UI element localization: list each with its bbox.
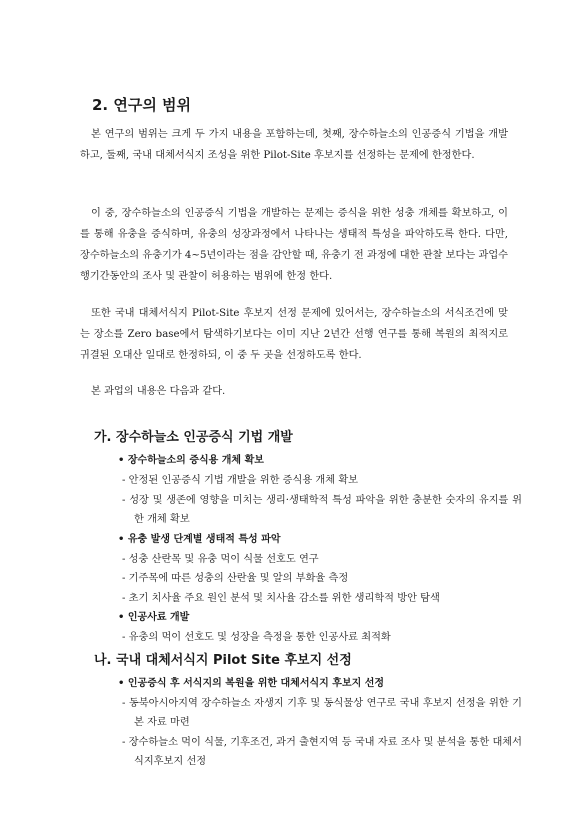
- list-item: - 동북아시아지역 장수하늘소 자생지 기후 및 동식물상 연구로 국내 후보지 선정을 위한 기본 자료 마련: [122, 697, 522, 728]
- paragraph-scope: 본 연구의 범위는 크게 두 가지 내용을 포함하는데, 첫째, 장수하늘소의 인공증식 기법을 개발하고, 둘째, 국내 대체서식지 조성을 위한 Pilot-Site 후보지를 선정하는 문제에 한정한다.: [80, 129, 508, 161]
- subsection-title: 가. 장수하늘소 인공증식 기법 개발: [94, 430, 293, 445]
- list-item: - 기주목에 따른 성충의 산란율 및 알의 부화율 측정: [122, 573, 349, 584]
- paragraph-site-scope: 또한 국내 대체서식지 Pilot-Site 후보지 선정 문제에 있어서는, 장수하늘소의 서식조건에 맞는 장소를 Zero base에서 탐색하기보다는 이미 지난 2년간 선행 연구를 통해 복원의 최적지로 귀결된 오대산 일대로 한정하되, 이 중 두 곳을 선정하도록 한다.: [80, 308, 508, 361]
- section-title: 2. 연구의 범위: [92, 96, 192, 114]
- list-item: - 안정된 인공증식 기법 개발을 위한 증식용 개체 확보: [122, 475, 359, 486]
- outline-group: [94, 674, 522, 772]
- bullet-heading: • 인공증식 후 서식지의 복원을 위한 대체서식지 후보지 선정: [118, 677, 385, 689]
- list-item: - 유충의 먹이 선호도 및 성장을 측정을 통한 인공사료 최적화: [122, 632, 391, 643]
- bullet-heading: • 인공사료 개발: [118, 612, 190, 623]
- paragraph-intro-contents: 본 과업의 내용은 다음과 같다.: [91, 386, 226, 397]
- task-outline: [94, 425, 522, 772]
- outline-group: [94, 451, 522, 530]
- list-item: - 초기 치사율 주요 원인 분석 및 치사율 감소를 위한 생리학적 방안 탐색: [122, 592, 440, 604]
- bullet-heading: • 유충 발생 단계별 생태적 특성 파악: [118, 533, 281, 545]
- outline-group: [94, 530, 514, 609]
- bullet-heading: • 장수하늘소의 증식용 개체 확보: [118, 455, 264, 466]
- subsection-title: 나. 국내 대체서식지 Pilot Site 후보지 선정: [94, 652, 352, 668]
- list-item: - 성장 및 생존에 영향을 미치는 생리·생태학적 특성 파악을 위한 충분한 숫자의 유지를 위한 개체 확보: [122, 494, 522, 525]
- list-item: - 성충 산란목 및 유충 먹이 식물 선호도 연구: [122, 553, 319, 565]
- list-item: - 장수하늘소 먹이 식물, 기후조건, 과거 출현지역 등 국내 자료 조사 및 분석을 통한 대체서식지후보지 선정: [122, 736, 522, 767]
- outline-group: [94, 608, 514, 648]
- paragraph-breeding-scope: 이 중, 장수하늘소의 인공증식 기법을 개발하는 문제는 증식을 위한 성충 개체를 확보하고, 이를 통해 유충을 증식하며, 유충의 성장과정에서 나타나는 생태적 특성을 파악하도록 한다. 다만, 장수하늘소의 유충기가 4~5년이라는 점을 감안할 때, 유충기 전 과정에 대한 관찰 보다는 과업수행기간동안의 조사 및 관찰이 허용하는 범위에 한정 한다.: [80, 208, 508, 282]
